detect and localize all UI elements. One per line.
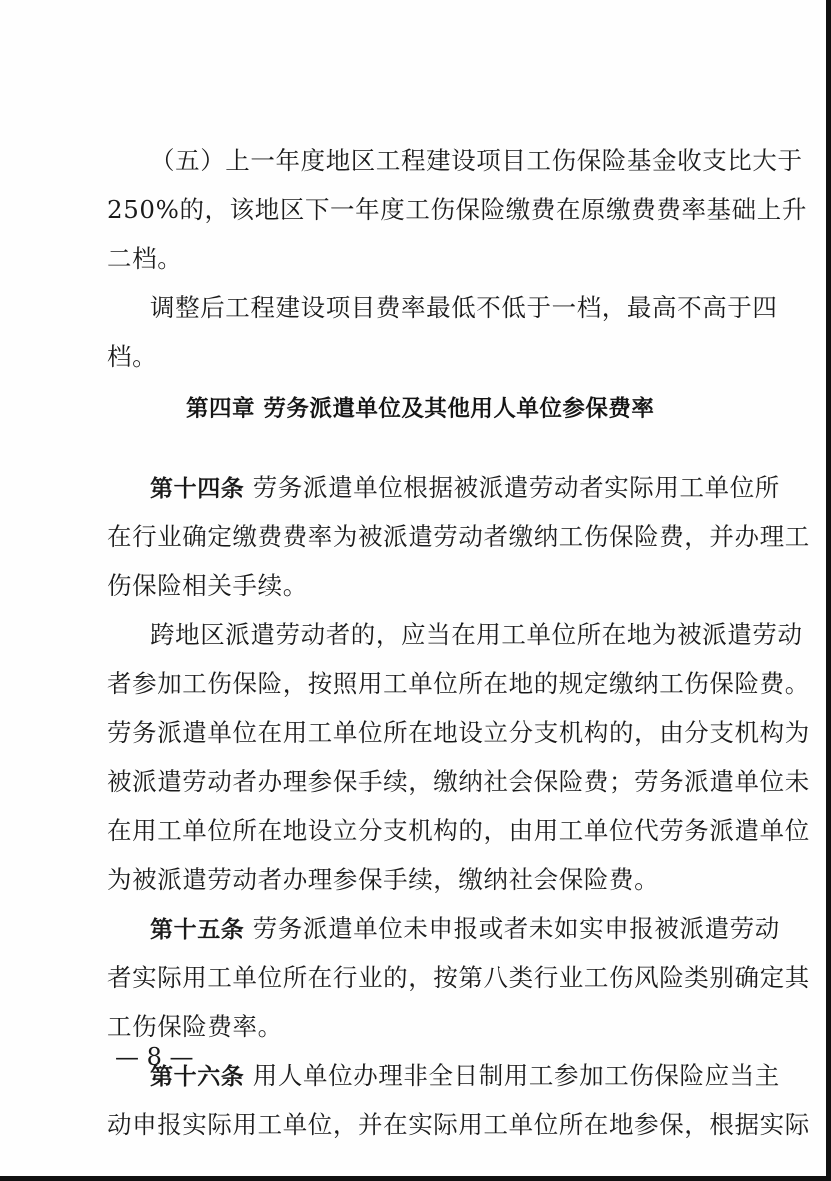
scan-edge-right	[826, 0, 831, 1181]
text-line: 工伤保险费率。	[107, 1012, 283, 1041]
article-label: 第十四条	[150, 476, 245, 502]
text-line: 在用工单位所在地设立分支机构的，由用工单位代劳务派遣单位	[107, 816, 810, 845]
text-line: 者实际用工单位所在行业的，按第八类行业工伤风险类别确定其	[107, 963, 810, 992]
text-line: 为被派遣劳动者办理参保手续，缴纳社会保险费。	[107, 865, 660, 894]
text-line	[150, 473, 780, 504]
text-line: 调整后工程建设项目费率最低不低于一档，最高不高于四	[150, 293, 778, 322]
article-label: 第十五条	[150, 917, 245, 943]
text-line: （五）上一年度地区工程建设项目工伤保险基金收支比大于	[150, 146, 803, 175]
text-line: 二档。	[107, 244, 183, 273]
text-line	[150, 914, 780, 945]
scan-edge-bottom	[0, 1176, 831, 1181]
text-line: 在行业确定缴费费率为被派遣劳动者缴纳工伤保险费，并办理工	[107, 522, 810, 551]
article-text: 劳务派遣单位根据被派遣劳动者实际用工单位所	[244, 473, 780, 502]
article-text: 用人单位办理非全日制用工参加工伤保险应当主	[244, 1061, 780, 1090]
chapter-heading: 第四章 劳务派遣单位及其他用人单位参保费率	[186, 396, 655, 422]
article-text: 劳务派遣单位未申报或者未如实申报被派遣劳动	[244, 914, 780, 943]
article-label: 第十六条	[150, 1064, 245, 1090]
text-line: 跨地区派遣劳动者的，应当在用工单位所在地为被派遣劳动	[150, 620, 803, 649]
text-line: 250%的，该地区下一年度工伤保险缴费在原缴费费率基础上升	[107, 195, 807, 224]
text-line	[150, 1061, 780, 1092]
text-line: 档。	[107, 342, 158, 371]
page-number: — 8 —	[115, 1043, 194, 1071]
text-line: 伤保险相关手续。	[107, 571, 308, 600]
text-line: 动申报实际用工单位，并在实际用工单位所在地参保，根据实际	[107, 1110, 810, 1139]
text-line: 劳务派遣单位在用工单位所在地设立分支机构的，由分支机构为	[107, 718, 810, 747]
text-line: 者参加工伤保险，按照用工单位所在地的规定缴纳工伤保险费。	[107, 669, 810, 698]
text-line: 被派遣劳动者办理参保手续，缴纳社会保险费；劳务派遣单位未	[107, 767, 810, 796]
